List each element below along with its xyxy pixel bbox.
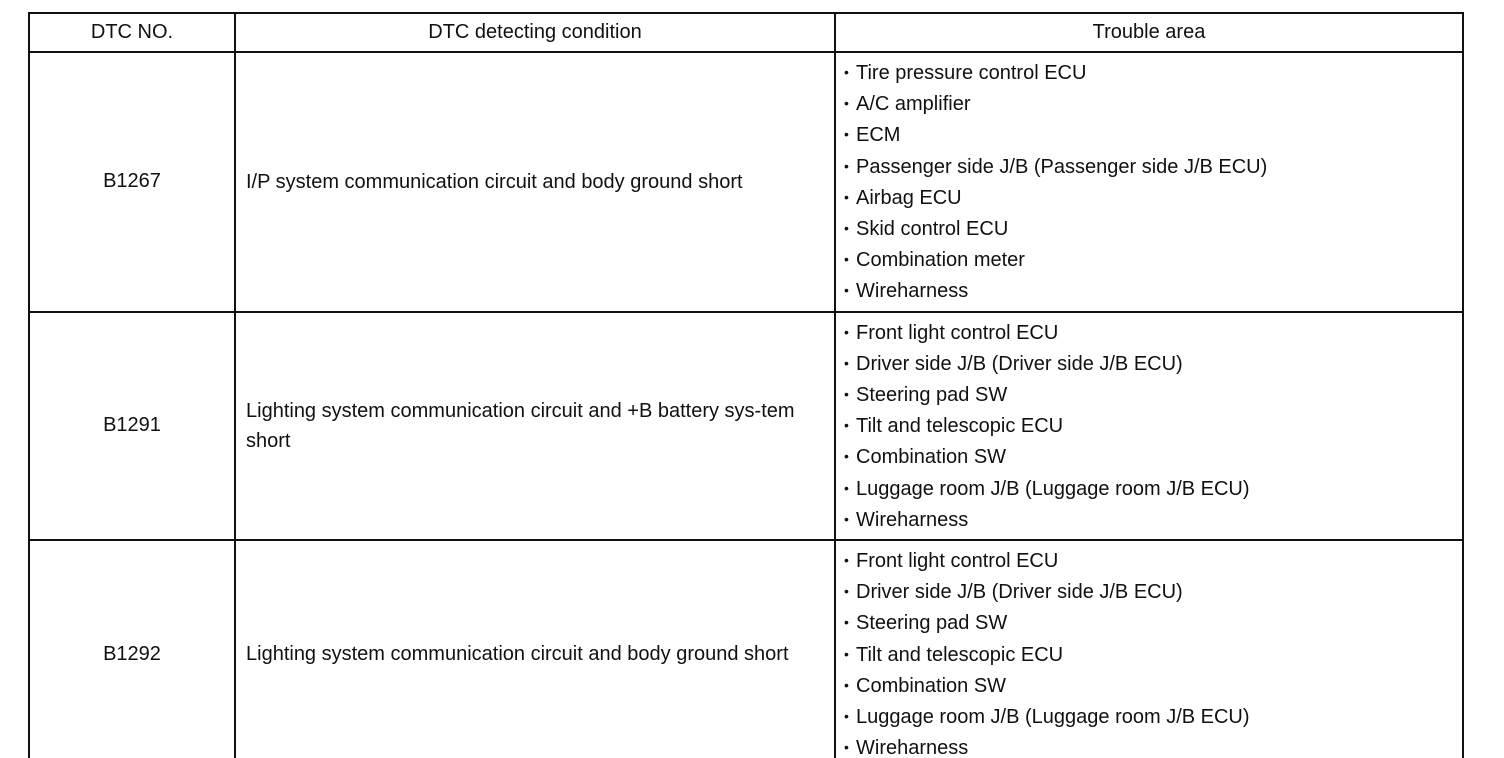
- list-item: [844, 379, 1462, 410]
- trouble-area-cell: [835, 312, 1463, 540]
- bullet-icon: •: [844, 417, 849, 434]
- list-item: [844, 317, 1462, 348]
- trouble-area-item: Steering pad SW: [856, 384, 1008, 407]
- bullet-icon: •: [844, 323, 849, 340]
- trouble-area-list: [844, 545, 1462, 758]
- trouble-area-item: Passenger side J/B (Passenger side J/B ECU): [856, 155, 1268, 178]
- trouble-area-item: Combination SW: [856, 446, 1007, 469]
- trouble-area-item: Luggage room J/B (Luggage room J/B ECU): [856, 706, 1250, 729]
- trouble-area-item: Wireharness: [856, 280, 969, 303]
- list-item: [844, 119, 1462, 150]
- list-item: [844, 275, 1462, 306]
- list-item: [844, 670, 1462, 701]
- list-item: [844, 504, 1462, 535]
- trouble-area-item: Steering pad SW: [856, 612, 1008, 635]
- trouble-area-item: Skid control ECU: [856, 218, 1009, 241]
- bullet-icon: •: [844, 188, 849, 205]
- dtc-code: B1267: [29, 52, 235, 312]
- table-row: [29, 312, 1463, 540]
- bullet-icon: •: [844, 64, 849, 80]
- bullet-icon: •: [844, 739, 849, 756]
- trouble-area-item: Combination meter: [856, 249, 1025, 272]
- list-item: [844, 639, 1462, 670]
- trouble-area-item: Driver side J/B (Driver side J/B ECU): [856, 352, 1183, 375]
- trouble-area-list: [844, 317, 1462, 535]
- trouble-area-item: Driver side J/B (Driver side J/B ECU): [856, 581, 1183, 604]
- bullet-icon: •: [844, 676, 849, 693]
- bullet-icon: •: [844, 282, 849, 299]
- bullet-icon: •: [844, 220, 849, 237]
- trouble-area-item: Tilt and telescopic ECU: [856, 643, 1064, 666]
- dtc-code: B1291: [29, 312, 235, 540]
- bullet-icon: •: [844, 479, 849, 496]
- trouble-area-cell: [835, 52, 1463, 312]
- table-row: [29, 540, 1463, 758]
- bullet-icon: •: [844, 708, 849, 725]
- list-item: [844, 607, 1462, 638]
- list-item: [844, 213, 1462, 244]
- list-item: [844, 348, 1462, 379]
- header-dtc-no: DTC NO.: [29, 13, 235, 52]
- list-item: [844, 88, 1462, 119]
- bullet-icon: •: [844, 552, 849, 569]
- trouble-area-item: Luggage room J/B (Luggage room J/B ECU): [856, 477, 1250, 500]
- list-item: [844, 473, 1462, 504]
- trouble-area-list: [844, 57, 1462, 307]
- bullet-icon: •: [844, 510, 849, 527]
- header-row: [29, 13, 1463, 52]
- table-row: [29, 52, 1463, 312]
- detecting-condition: Lighting system communication circuit and +B battery sys-tem short: [235, 312, 835, 540]
- bullet-icon: •: [844, 386, 849, 403]
- list-item: [844, 701, 1462, 732]
- list-item: [844, 244, 1462, 275]
- header-detecting-condition: DTC detecting condition: [235, 13, 835, 52]
- list-item: [844, 57, 1462, 88]
- bullet-icon: •: [844, 614, 849, 631]
- detecting-condition: I/P system communication circuit and body ground short: [235, 52, 835, 312]
- list-item: [844, 441, 1462, 472]
- bullet-icon: •: [844, 251, 849, 268]
- trouble-area-item: Tire pressure control ECU: [856, 62, 1087, 84]
- dtc-code: B1292: [29, 540, 235, 758]
- bullet-icon: •: [844, 157, 849, 174]
- list-item: [844, 182, 1462, 213]
- list-item: [844, 545, 1462, 576]
- bullet-icon: •: [844, 95, 849, 112]
- trouble-area-cell: [835, 540, 1463, 758]
- trouble-area-item: Front light control ECU: [856, 550, 1059, 573]
- list-item: [844, 576, 1462, 607]
- bullet-icon: •: [844, 126, 849, 143]
- trouble-area-item: Airbag ECU: [856, 186, 962, 209]
- trouble-area-item: A/C amplifier: [856, 93, 971, 116]
- trouble-area-item: Tilt and telescopic ECU: [856, 415, 1064, 438]
- list-item: [844, 732, 1462, 758]
- list-item: [844, 151, 1462, 182]
- dtc-table: [28, 12, 1464, 758]
- trouble-area-item: Wireharness: [856, 737, 969, 758]
- bullet-icon: •: [844, 354, 849, 371]
- header-trouble-area: Trouble area: [835, 13, 1463, 52]
- bullet-icon: •: [844, 645, 849, 662]
- trouble-area-item: Front light control ECU: [856, 321, 1059, 344]
- detecting-condition: Lighting system communication circuit and body ground short: [235, 540, 835, 758]
- trouble-area-item: Wireharness: [856, 508, 969, 531]
- list-item: [844, 410, 1462, 441]
- bullet-icon: •: [844, 448, 849, 465]
- bullet-icon: •: [844, 583, 849, 600]
- trouble-area-item: ECM: [856, 124, 901, 147]
- trouble-area-item: Combination SW: [856, 674, 1007, 697]
